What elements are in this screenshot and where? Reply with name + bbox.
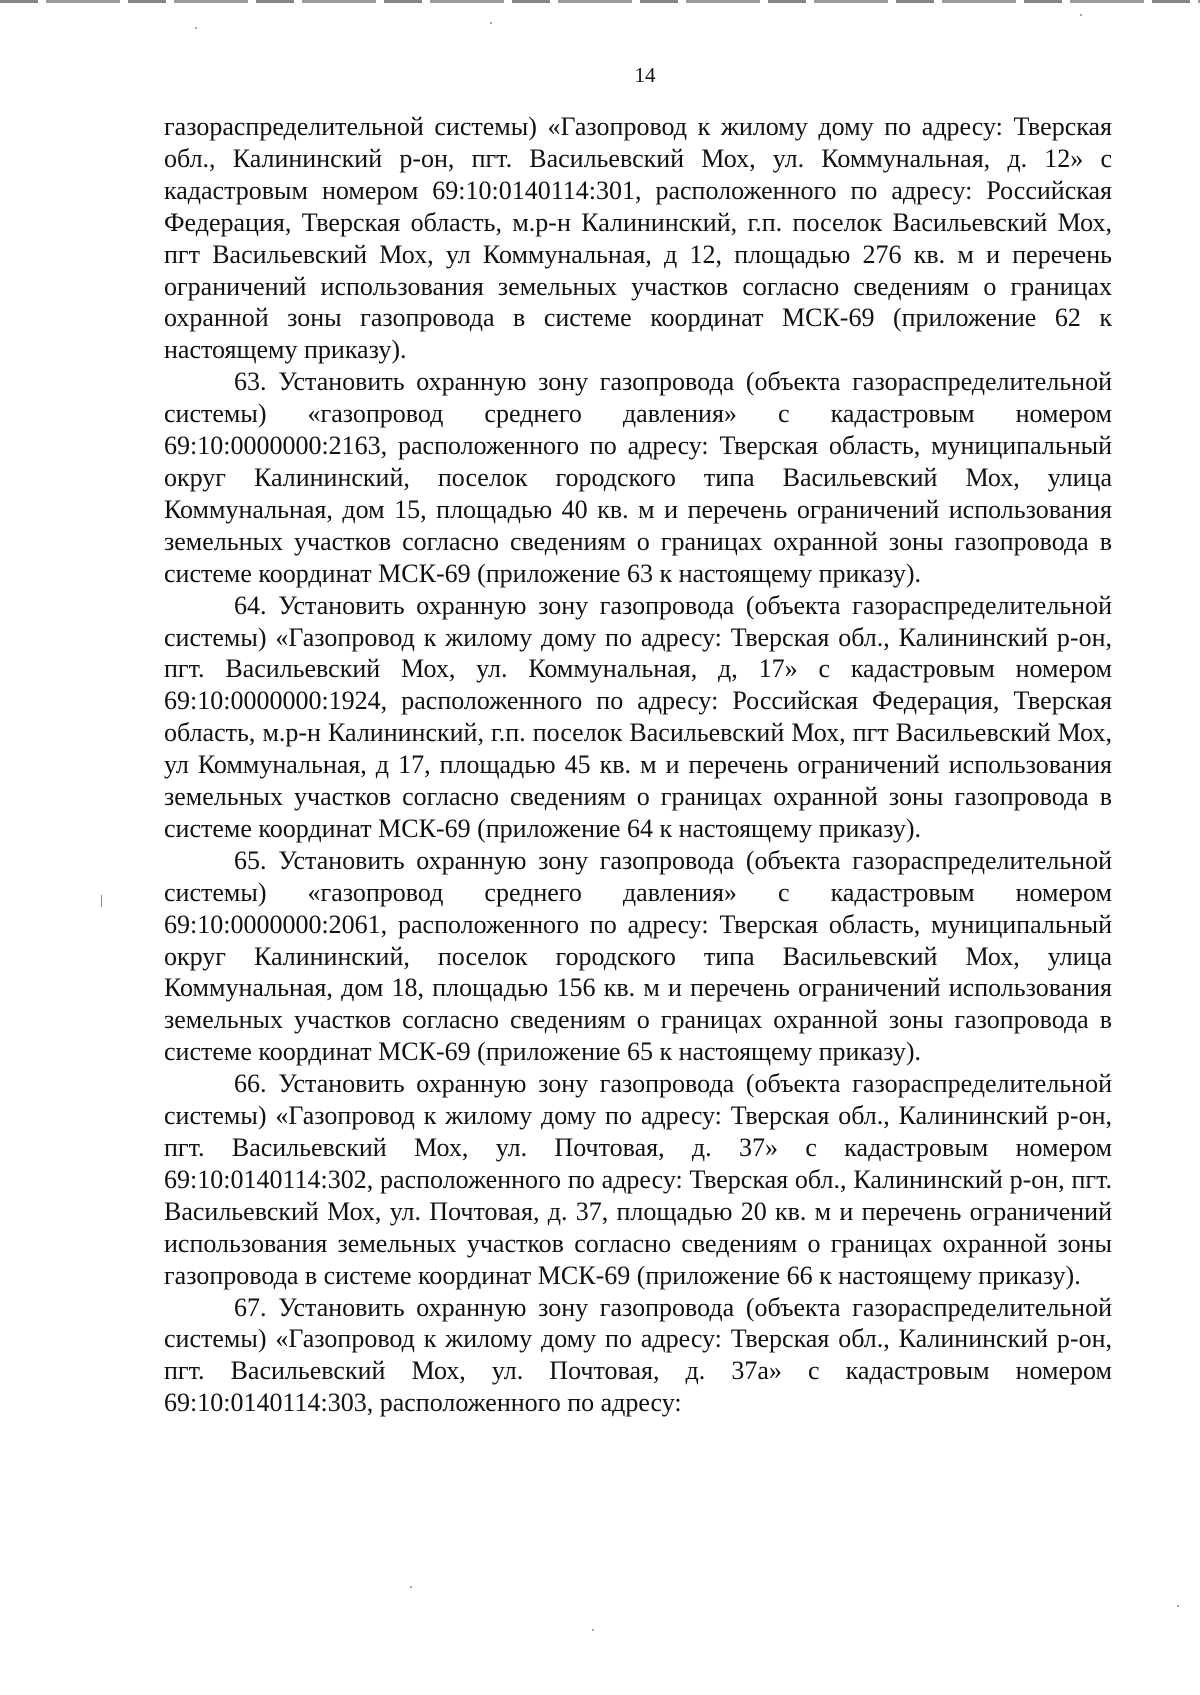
paragraph-text: Установить охранную зону газопровода (объекта газораспределительной системы) «Газопровод к жилому дому по адресу: Тверская обл., Калининский р-он, пгт. Васильевский Мох, ул. Почтовая, д. 37а» с кадастровым номером 69:10:0140114:303, расположенного по адресу: [164, 1292, 1112, 1418]
paragraph-64 [164, 590, 1112, 845]
scan-speck [490, 22, 492, 24]
paragraph-text: Установить охранную зону газопровода (объекта газораспределительной системы) «газопровод среднего давления» с кадастровым номером 69:10:0000000:2163, расположенного по адресу: Тверская область, муниципальный округ Калининский, поселок городского типа Васильевский Мох, улица Коммунальная, дом 15, площадью 40 кв. м и перечень ограничений использования земельных участков согласно сведениям о границах охранной зоны газопровода в системе координат МСК-69 (приложение 63 к настоящему приказу). [164, 367, 1112, 588]
paragraph-text: Установить охранную зону газопровода (объекта газораспределительной системы) «Газопровод к жилому дому по адресу: Тверская обл., Калининский р-он, пгт. Васильевский Мох, ул. Почтовая, д. 37» с кадастровым номером 69:10:0140114:302, расположенного по адресу: Тверская обл., Калининский р-он, пгт. Васильевский Мох, ул. Почтовая, д. 37, площадью 20 кв. м и перечень ограничений использования земельных участков согласно сведениям о границах охранной зоны газопровода в системе координат МСК-69 (приложение 66 к настоящему приказу). [164, 1069, 1112, 1290]
scan-speck [195, 27, 197, 29]
paragraph-number: 66. [234, 1069, 267, 1099]
scan-top-edge [0, 0, 1200, 3]
paragraph-number: 63. [234, 367, 267, 397]
scan-mark [101, 895, 102, 907]
paragraph-67 [164, 1292, 1112, 1420]
paragraph-65 [164, 845, 1112, 1068]
paragraph-63 [164, 366, 1112, 589]
paragraph-number: 64. [234, 590, 267, 620]
page-number: 14 [634, 63, 656, 87]
document-body [164, 111, 1112, 1419]
paragraph-number: 65. [234, 845, 267, 875]
paragraph-text: Установить охранную зону газопровода (объекта газораспределительной системы) «газопровод среднего давления» с кадастровым номером 69:10:0000000:2061, расположенного по адресу: Тверская область, муниципальный округ Калининский, поселок городского типа Васильевский Мох, улица Коммунальная, дом 18, площадью 156 кв. м и перечень ограничений использования земельных участков согласно сведениям о границах охранной зоны газопровода в системе координат МСК-69 (приложение 65 к настоящему приказу). [164, 845, 1112, 1067]
scan-speck [1177, 1605, 1179, 1607]
scan-speck [1080, 14, 1082, 16]
scan-speck [410, 1586, 412, 1588]
paragraph-62-continuation [164, 111, 1112, 366]
paragraph-66 [164, 1068, 1112, 1291]
scan-speck [592, 1629, 594, 1631]
paragraph-text: Установить охранную зону газопровода (объекта газораспределительной системы) «Газопровод к жилому дому по адресу: Тверская обл., Калининский р-он, пгт. Васильевский Мох, ул. Коммунальная, д, 17» с кадастровым номером 69:10:0000000:1924, расположенного по адресу: Российская Федерация, Тверская область, м.р-н Калининский, г.п. поселок Васильевский Мох, пгт Васильевский Мох, ул Коммунальная, д 17, площадью 45 кв. м и перечень ограничений использования земельных участков согласно сведениям о границах охранной зоны газопровода в системе координат МСК-69 (приложение 64 к настоящему приказу). [164, 590, 1112, 843]
paragraph-text: газораспределительной системы) «Газопровод к жилому дому по адресу: Тверская обл., Калининский р-он, пгт. Васильевский Мох, ул. Коммунальная, д. 12» с кадастровым номером 69:10:0140114:301, расположенного по адресу: Российская Федерация, Тверская область, м.р-н Калининский, г.п. поселок Васильевский Мох, пгт Васильевский Мох, ул Коммунальная, д 12, площадью 276 кв. м и перечень ограничений использования земельных участков согласно сведениям о границах охранной зоны газопровода в системе координат МСК-69 (приложение 62 к настоящему приказу). [164, 112, 1112, 365]
paragraph-number: 67. [234, 1292, 267, 1322]
